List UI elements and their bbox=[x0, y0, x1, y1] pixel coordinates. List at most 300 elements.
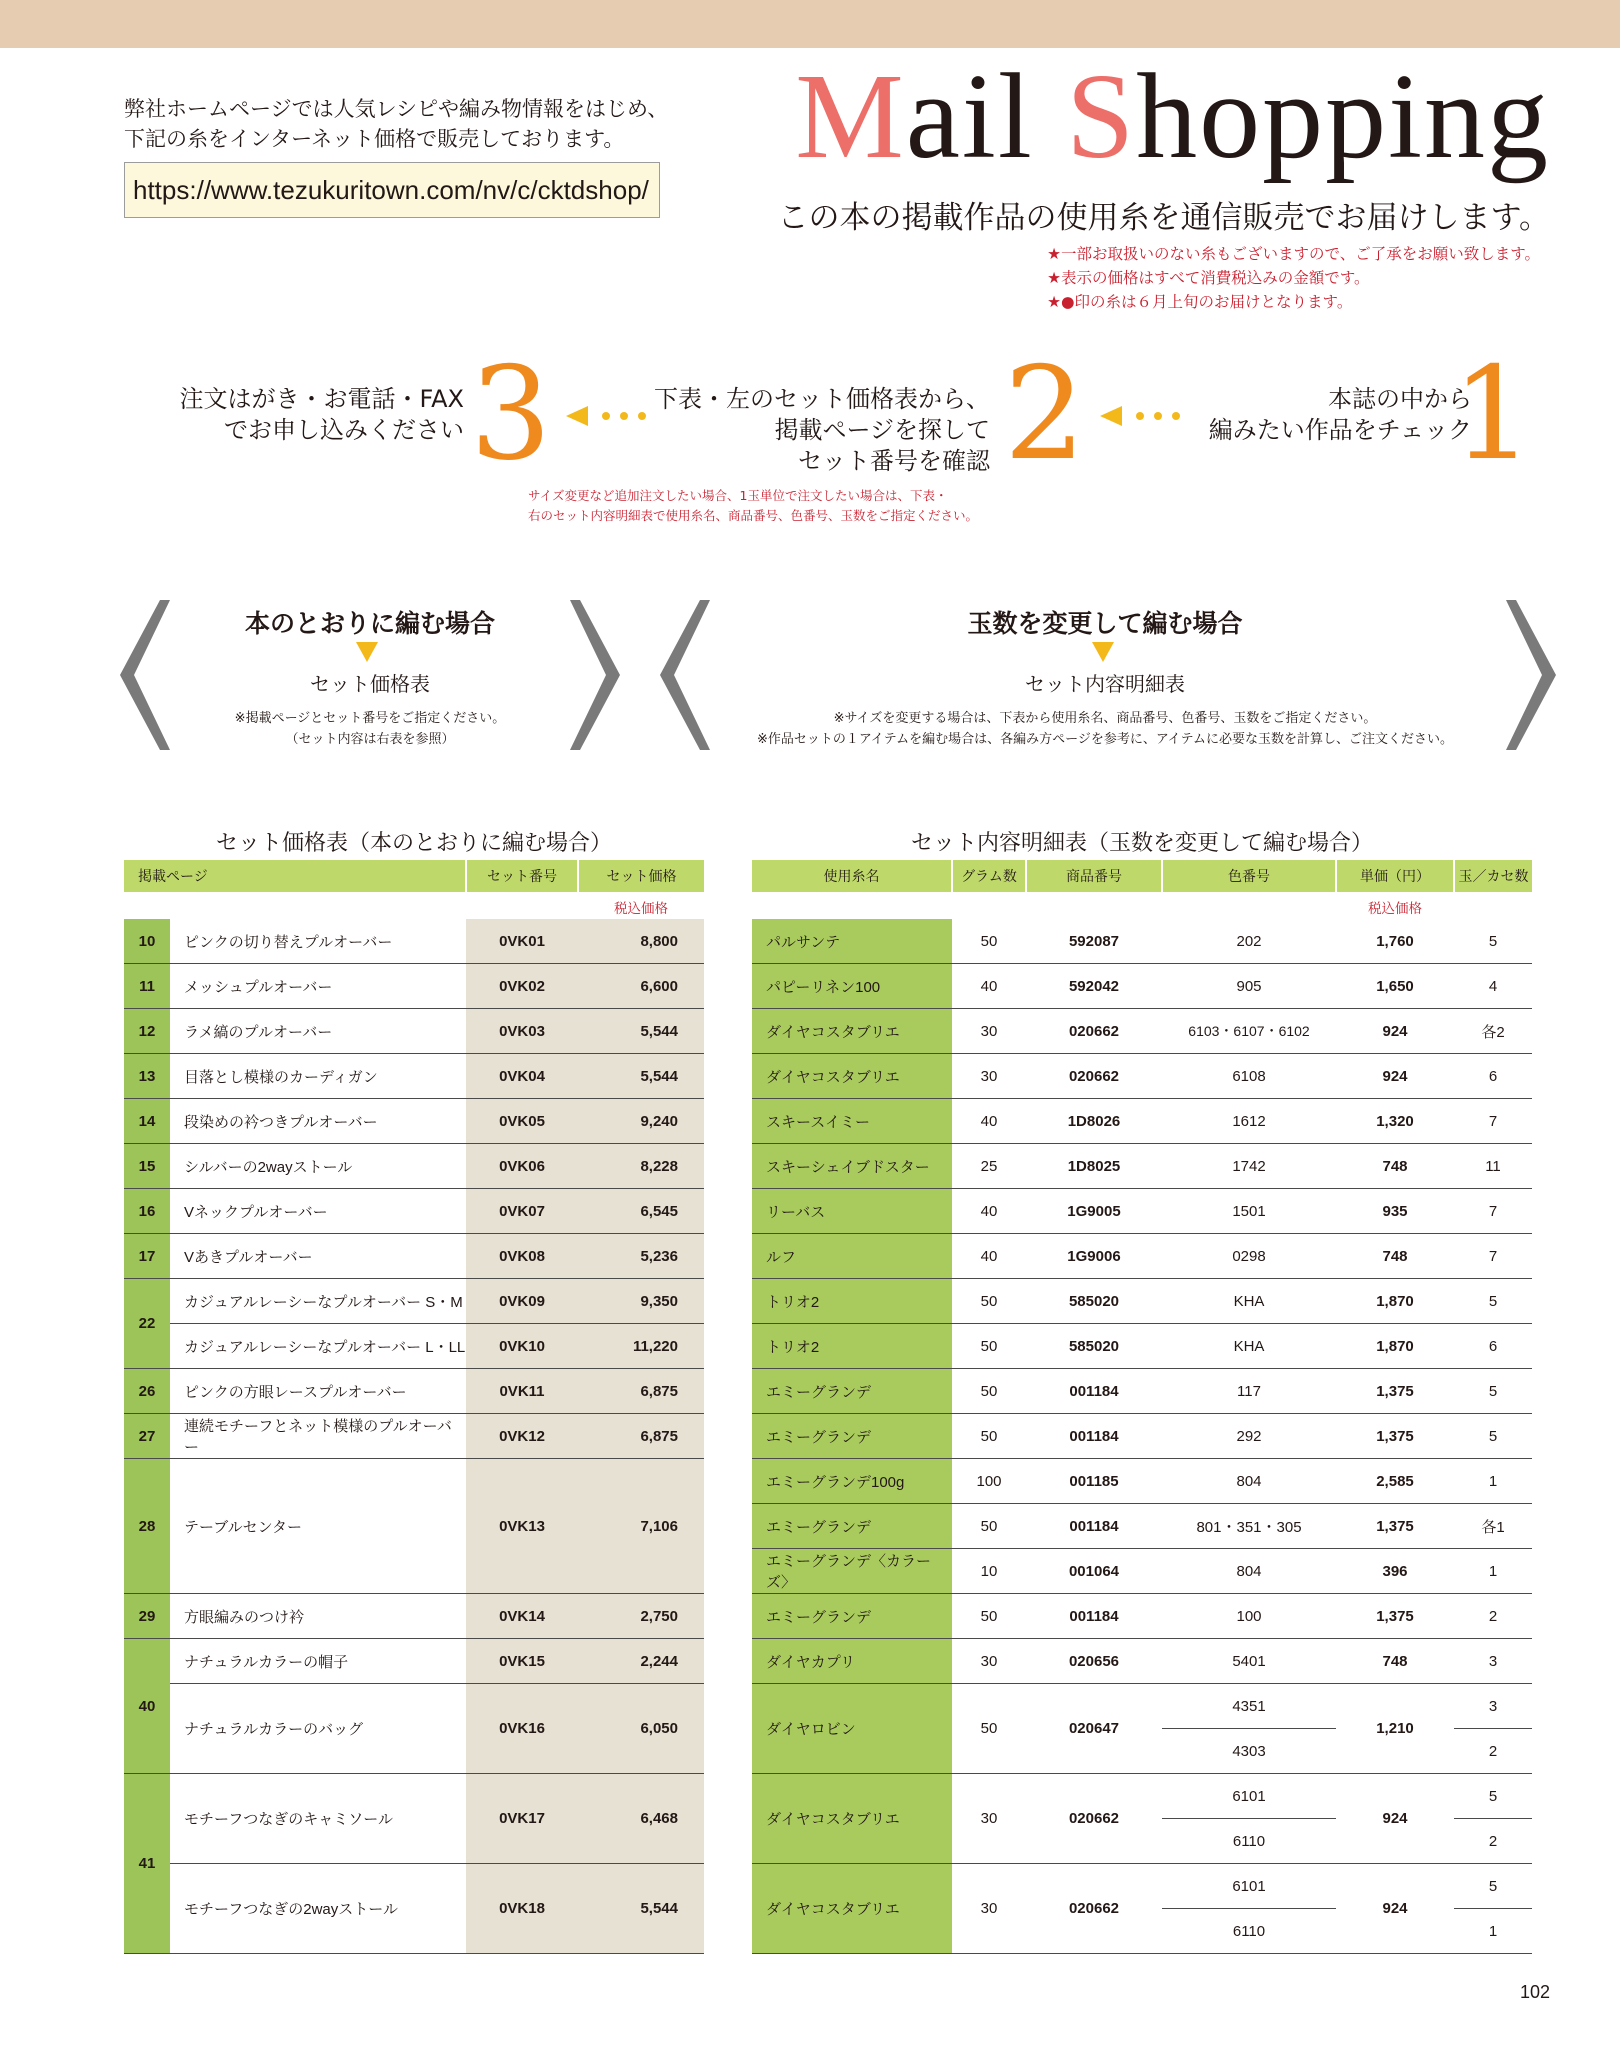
page-number-cell: 15 bbox=[124, 1144, 170, 1189]
table-row bbox=[752, 1234, 1532, 1279]
quantity-cell: 5 bbox=[1454, 1369, 1532, 1414]
step-2-line-1: 下表・左のセット価格表から、 bbox=[654, 385, 990, 413]
color-number-cell: 0298 bbox=[1162, 1234, 1336, 1279]
table-row bbox=[124, 1189, 704, 1234]
step-arrow-1-icon bbox=[1100, 404, 1190, 428]
gram-cell: 50 bbox=[952, 1414, 1026, 1459]
set-code-cell: 0VK08 bbox=[466, 1234, 578, 1279]
page-number: 102 bbox=[1519, 1982, 1550, 2002]
left-case-note bbox=[190, 708, 550, 750]
table-row bbox=[752, 964, 1532, 1009]
unit-price-cell: 935 bbox=[1336, 1189, 1454, 1234]
table-row bbox=[752, 1549, 1532, 1594]
table-row bbox=[752, 1144, 1532, 1189]
item-number-cell: 1D8025 bbox=[1026, 1144, 1162, 1189]
color-number-cell: 905 bbox=[1162, 964, 1336, 1009]
set-code-cell: 0VK06 bbox=[466, 1144, 578, 1189]
item-name-cell: ラメ縞のプルオーバー bbox=[170, 1009, 466, 1054]
gram-cell: 30 bbox=[952, 1864, 1026, 1954]
step-note bbox=[528, 486, 978, 526]
color-number-cell: 6101 bbox=[1162, 1864, 1336, 1909]
quantity-cell: 5 bbox=[1454, 1279, 1532, 1324]
page-number-cell: 41 bbox=[124, 1774, 170, 1954]
note-line-3: ★●印の糸は６月上旬のお届けとなります。 bbox=[1047, 293, 1353, 311]
item-name-cell: Vあきプルオーバー bbox=[170, 1234, 466, 1279]
header-item-number: 商品番号 bbox=[1026, 860, 1162, 893]
yarn-name-cell: エミーグランデ〈カラーズ〉 bbox=[752, 1549, 952, 1594]
right-case-note-1: ※サイズを変更する場合は、下表から使用糸名、商品番号、色番号、玉数をご指定ください。 bbox=[833, 711, 1377, 726]
item-number-cell: 020662 bbox=[1026, 1774, 1162, 1864]
page-number-cell: 22 bbox=[124, 1279, 170, 1369]
item-number-cell: 001184 bbox=[1026, 1594, 1162, 1639]
note-line-2: ★表示の価格はすべて消費税込みの金額です。 bbox=[1047, 269, 1370, 287]
item-name-cell: ピンクの切り替えプルオーバー bbox=[170, 919, 466, 964]
quantity-cell: 各2 bbox=[1454, 1009, 1532, 1054]
step-2-line-2: 掲載ページを探して bbox=[774, 416, 990, 444]
color-number-cell: KHA bbox=[1162, 1324, 1336, 1369]
set-code-cell: 0VK17 bbox=[466, 1774, 578, 1864]
color-number-cell: 6108 bbox=[1162, 1054, 1336, 1099]
set-price-cell: 11,220 bbox=[578, 1324, 704, 1369]
header-page: 掲載ページ bbox=[124, 860, 466, 893]
table-row bbox=[752, 1774, 1532, 1819]
set-price-cell: 2,750 bbox=[578, 1594, 704, 1639]
quantity-cell: 1 bbox=[1454, 1909, 1532, 1954]
yarn-name-cell: ダイヤコスタブリエ bbox=[752, 1054, 952, 1099]
table-row bbox=[752, 1414, 1532, 1459]
right-case-sub: セット内容明細表 bbox=[1025, 672, 1185, 696]
right-case-title: 玉数を変更して編む場合 bbox=[967, 609, 1243, 638]
set-code-cell: 0VK10 bbox=[466, 1324, 578, 1369]
set-code-cell: 0VK11 bbox=[466, 1369, 578, 1414]
step-arrow-2-icon bbox=[566, 404, 656, 428]
set-price-cell: 2,244 bbox=[578, 1639, 704, 1684]
price-tax-row bbox=[124, 893, 704, 919]
step-note-line-1: サイズ変更など追加注文したい場合、1玉単位で注文したい場合は、下表・ bbox=[528, 488, 948, 503]
table-row bbox=[124, 1009, 704, 1054]
set-price-cell: 9,350 bbox=[578, 1279, 704, 1324]
yarn-name-cell: ダイヤコスタブリエ bbox=[752, 1864, 952, 1954]
item-number-cell: 020647 bbox=[1026, 1684, 1162, 1774]
color-number-cell: 292 bbox=[1162, 1414, 1336, 1459]
price-table-header bbox=[124, 860, 704, 893]
table-row bbox=[752, 1099, 1532, 1144]
set-code-cell: 0VK03 bbox=[466, 1009, 578, 1054]
quantity-cell: 11 bbox=[1454, 1144, 1532, 1189]
item-name-cell: ナチュラルカラーの帽子 bbox=[170, 1639, 466, 1684]
item-number-cell: 1G9006 bbox=[1026, 1234, 1162, 1279]
color-number-cell: 1612 bbox=[1162, 1099, 1336, 1144]
step-1-line-2: 編みたい作品をチェック bbox=[1208, 416, 1472, 444]
unit-price-cell: 396 bbox=[1336, 1549, 1454, 1594]
unit-price-cell: 924 bbox=[1336, 1054, 1454, 1099]
yarn-name-cell: トリオ2 bbox=[752, 1279, 952, 1324]
set-price-cell: 5,544 bbox=[578, 1054, 704, 1099]
table-row bbox=[752, 1684, 1532, 1729]
table-row bbox=[124, 964, 704, 1009]
item-number-cell: 585020 bbox=[1026, 1279, 1162, 1324]
table-row bbox=[752, 1324, 1532, 1369]
intro-line-1: 弊社ホームページでは人気レシピや編み物情報をはじめ、 bbox=[124, 97, 669, 121]
yarn-name-cell: ダイヤコスタブリエ bbox=[752, 1774, 952, 1864]
item-number-cell: 001184 bbox=[1026, 1414, 1162, 1459]
item-name-cell: Vネックプルオーバー bbox=[170, 1189, 466, 1234]
table-row bbox=[752, 1459, 1532, 1504]
detail-table bbox=[752, 860, 1532, 1954]
item-name-cell: モチーフつなぎの2wayストール bbox=[170, 1864, 466, 1954]
table-row bbox=[124, 1639, 704, 1684]
item-name-cell: ピンクの方眼レースプルオーバー bbox=[170, 1369, 466, 1414]
unit-price-cell: 1,870 bbox=[1336, 1279, 1454, 1324]
set-code-cell: 0VK14 bbox=[466, 1594, 578, 1639]
gram-cell: 50 bbox=[952, 1594, 1026, 1639]
yarn-name-cell: スキーシェイブドスター bbox=[752, 1144, 952, 1189]
table-row bbox=[124, 1459, 704, 1594]
set-price-cell: 6,600 bbox=[578, 964, 704, 1009]
color-number-cell: 6101 bbox=[1162, 1774, 1336, 1819]
title-hopping: hopping bbox=[1136, 49, 1550, 184]
yarn-name-cell: ルフ bbox=[752, 1234, 952, 1279]
table-row bbox=[752, 1864, 1532, 1909]
right-case-open-bracket-icon bbox=[660, 600, 720, 750]
set-code-cell: 0VK05 bbox=[466, 1099, 578, 1144]
color-number-cell: 801・351・305 bbox=[1162, 1504, 1336, 1549]
unit-price-cell: 1,320 bbox=[1336, 1099, 1454, 1144]
unit-price-cell: 924 bbox=[1336, 1864, 1454, 1954]
detail-tax-label: 税込価格 bbox=[1368, 900, 1422, 916]
table-row bbox=[752, 1279, 1532, 1324]
step-3-text bbox=[180, 384, 464, 446]
unit-price-cell: 924 bbox=[1336, 1009, 1454, 1054]
table-row bbox=[752, 1009, 1532, 1054]
item-name-cell: テーブルセンター bbox=[170, 1459, 466, 1594]
quantity-cell: 3 bbox=[1454, 1639, 1532, 1684]
unit-price-cell: 2,585 bbox=[1336, 1459, 1454, 1504]
set-code-cell: 0VK16 bbox=[466, 1684, 578, 1774]
gram-cell: 30 bbox=[952, 1054, 1026, 1099]
yarn-name-cell: ダイヤカプリ bbox=[752, 1639, 952, 1684]
yarn-name-cell: トリオ2 bbox=[752, 1324, 952, 1369]
page-subtitle: この本の掲載作品の使用糸を通信販売でお届けします。 bbox=[777, 200, 1550, 236]
right-case-note-2: ※作品セットの１アイテムを編む場合は、各編み方ページを参考に、アイテムに必要な玉数を計算し、ご注文ください。 bbox=[757, 732, 1453, 747]
header-notes bbox=[1047, 242, 1540, 314]
item-number-cell: 1D8026 bbox=[1026, 1099, 1162, 1144]
set-price-cell: 6,545 bbox=[578, 1189, 704, 1234]
left-case-note-1: ※掲載ページとセット番号をご指定ください。 bbox=[234, 711, 506, 726]
set-price-cell: 8,228 bbox=[578, 1144, 704, 1189]
table-row bbox=[124, 1684, 704, 1774]
item-name-cell: カジュアルレーシーなプルオーバー S・M bbox=[170, 1279, 466, 1324]
quantity-cell: 各1 bbox=[1454, 1504, 1532, 1549]
set-price-cell: 6,875 bbox=[578, 1369, 704, 1414]
step-1-text bbox=[1209, 384, 1472, 446]
item-number-cell: 001184 bbox=[1026, 1369, 1162, 1414]
page-number-cell: 13 bbox=[124, 1054, 170, 1099]
set-code-cell: 0VK01 bbox=[466, 919, 578, 964]
right-case-arrow-icon bbox=[1092, 642, 1114, 662]
set-price-cell: 9,240 bbox=[578, 1099, 704, 1144]
gram-cell: 50 bbox=[952, 919, 1026, 964]
item-number-cell: 001064 bbox=[1026, 1549, 1162, 1594]
quantity-cell: 6 bbox=[1454, 1054, 1532, 1099]
header-unit-price: 単価（円） bbox=[1336, 860, 1454, 893]
yarn-name-cell: エミーグランデ bbox=[752, 1414, 952, 1459]
page-number-cell: 16 bbox=[124, 1189, 170, 1234]
gram-cell: 50 bbox=[952, 1684, 1026, 1774]
step-1-line-1: 本誌の中から bbox=[1328, 385, 1472, 413]
table-row bbox=[124, 1324, 704, 1369]
yarn-name-cell: ダイヤコスタブリエ bbox=[752, 1009, 952, 1054]
left-case-close-bracket-icon bbox=[560, 600, 620, 750]
page-title bbox=[795, 49, 1550, 184]
item-number-cell: 001184 bbox=[1026, 1504, 1162, 1549]
page-number-cell: 40 bbox=[124, 1639, 170, 1774]
gram-cell: 50 bbox=[952, 1504, 1026, 1549]
gram-cell: 40 bbox=[952, 1234, 1026, 1279]
table-row bbox=[752, 1639, 1532, 1684]
table-row bbox=[124, 1414, 704, 1459]
item-name-cell: 段染めの衿つきプルオーバー bbox=[170, 1099, 466, 1144]
gram-cell: 50 bbox=[952, 1279, 1026, 1324]
step-3-line-2: でお申し込みください bbox=[224, 416, 464, 444]
left-case-arrow-icon bbox=[356, 642, 378, 662]
gram-cell: 40 bbox=[952, 1189, 1026, 1234]
unit-price-cell: 1,870 bbox=[1336, 1324, 1454, 1369]
page-number-cell: 26 bbox=[124, 1369, 170, 1414]
unit-price-cell: 1,760 bbox=[1336, 919, 1454, 964]
item-number-cell: 020656 bbox=[1026, 1639, 1162, 1684]
unit-price-cell: 1,375 bbox=[1336, 1504, 1454, 1549]
item-number-cell: 020662 bbox=[1026, 1864, 1162, 1954]
set-code-cell: 0VK04 bbox=[466, 1054, 578, 1099]
yarn-name-cell: パピーリネン100 bbox=[752, 964, 952, 1009]
set-price-cell: 5,544 bbox=[578, 1864, 704, 1954]
quantity-cell: 7 bbox=[1454, 1099, 1532, 1144]
page-number-cell: 12 bbox=[124, 1009, 170, 1054]
yarn-name-cell: エミーグランデ bbox=[752, 1369, 952, 1414]
yarn-name-cell: エミーグランデ bbox=[752, 1504, 952, 1549]
color-number-cell: 1501 bbox=[1162, 1189, 1336, 1234]
page-number-cell: 17 bbox=[124, 1234, 170, 1279]
step-2-text bbox=[654, 384, 990, 477]
quantity-cell: 5 bbox=[1454, 919, 1532, 964]
color-number-cell: 4351 bbox=[1162, 1684, 1336, 1729]
quantity-cell: 2 bbox=[1454, 1594, 1532, 1639]
color-number-cell: 6110 bbox=[1162, 1909, 1336, 1954]
quantity-cell: 2 bbox=[1454, 1729, 1532, 1774]
table-row bbox=[752, 1504, 1532, 1549]
quantity-cell: 5 bbox=[1454, 1414, 1532, 1459]
page-number-cell: 28 bbox=[124, 1459, 170, 1594]
yarn-name-cell: エミーグランデ100g bbox=[752, 1459, 952, 1504]
title-ail: ail bbox=[905, 49, 1067, 184]
set-code-cell: 0VK15 bbox=[466, 1639, 578, 1684]
table-row bbox=[124, 1234, 704, 1279]
header-set-price: セット価格 bbox=[578, 860, 704, 893]
set-code-cell: 0VK09 bbox=[466, 1279, 578, 1324]
color-number-cell: 6110 bbox=[1162, 1819, 1336, 1864]
set-code-cell: 0VK02 bbox=[466, 964, 578, 1009]
quantity-cell: 2 bbox=[1454, 1819, 1532, 1864]
unit-price-cell: 1,375 bbox=[1336, 1369, 1454, 1414]
quantity-cell: 1 bbox=[1454, 1549, 1532, 1594]
yarn-name-cell: パルサンテ bbox=[752, 919, 952, 964]
gram-cell: 50 bbox=[952, 1324, 1026, 1369]
color-number-cell: 6103・6107・6102 bbox=[1162, 1009, 1336, 1054]
quantity-cell: 6 bbox=[1454, 1324, 1532, 1369]
yarn-name-cell: エミーグランデ bbox=[752, 1594, 952, 1639]
table-row bbox=[752, 1594, 1532, 1639]
color-number-cell: KHA bbox=[1162, 1279, 1336, 1324]
item-name-cell: ナチュラルカラーのバッグ bbox=[170, 1684, 466, 1774]
right-case-close-bracket-icon bbox=[1496, 600, 1556, 750]
step-2-line-3: セット番号を確認 bbox=[798, 447, 990, 475]
color-number-cell: 5401 bbox=[1162, 1639, 1336, 1684]
item-number-cell: 592042 bbox=[1026, 964, 1162, 1009]
item-name-cell: メッシュプルオーバー bbox=[170, 964, 466, 1009]
set-code-cell: 0VK12 bbox=[466, 1414, 578, 1459]
quantity-cell: 7 bbox=[1454, 1189, 1532, 1234]
gram-cell: 25 bbox=[952, 1144, 1026, 1189]
unit-price-cell: 1,375 bbox=[1336, 1414, 1454, 1459]
detail-table-title: セット内容明細表（玉数を変更して編む場合） bbox=[910, 831, 1373, 856]
header-set-number: セット番号 bbox=[466, 860, 578, 893]
price-table-title: セット価格表（本のとおりに編む場合） bbox=[215, 831, 612, 856]
unit-price-cell: 1,375 bbox=[1336, 1594, 1454, 1639]
page-number-cell: 29 bbox=[124, 1594, 170, 1639]
item-name-cell: 連続モチーフとネット模様のプルオーバー bbox=[170, 1414, 466, 1459]
header-quantity: 玉／カセ数 bbox=[1454, 860, 1532, 893]
price-table bbox=[124, 860, 704, 1954]
item-number-cell: 1G9005 bbox=[1026, 1189, 1162, 1234]
unit-price-cell: 1,210 bbox=[1336, 1684, 1454, 1774]
gram-cell: 40 bbox=[952, 1099, 1026, 1144]
intro-line-2: 下記の糸をインターネット価格で販売しております。 bbox=[124, 127, 625, 151]
color-number-cell: 804 bbox=[1162, 1549, 1336, 1594]
gram-cell: 100 bbox=[952, 1459, 1026, 1504]
table-row bbox=[124, 1054, 704, 1099]
item-name-cell: シルバーの2wayストール bbox=[170, 1144, 466, 1189]
left-case-note-2: （セット内容は右表を参照） bbox=[285, 732, 455, 747]
shop-url[interactable]: https://www.tezukuritown.com/nv/c/cktdshop/ bbox=[124, 162, 660, 218]
set-price-cell: 6,875 bbox=[578, 1414, 704, 1459]
set-price-cell: 5,236 bbox=[578, 1234, 704, 1279]
unit-price-cell: 748 bbox=[1336, 1639, 1454, 1684]
left-case-open-bracket-icon bbox=[120, 600, 180, 750]
title-cap-m: M bbox=[795, 49, 906, 184]
left-case-title: 本のとおりに編む場合 bbox=[244, 609, 495, 638]
item-name-cell: 方眼編みのつけ衿 bbox=[170, 1594, 466, 1639]
quantity-cell: 4 bbox=[1454, 964, 1532, 1009]
table-row bbox=[752, 1054, 1532, 1099]
table-row bbox=[124, 1369, 704, 1414]
item-number-cell: 001185 bbox=[1026, 1459, 1162, 1504]
quantity-cell: 5 bbox=[1454, 1774, 1532, 1819]
color-number-cell: 117 bbox=[1162, 1369, 1336, 1414]
gram-cell: 10 bbox=[952, 1549, 1026, 1594]
detail-tax-row bbox=[752, 893, 1532, 919]
set-code-cell: 0VK13 bbox=[466, 1459, 578, 1594]
color-number-cell: 1742 bbox=[1162, 1144, 1336, 1189]
intro-text bbox=[124, 94, 668, 154]
unit-price-cell: 924 bbox=[1336, 1774, 1454, 1864]
set-price-cell: 6,050 bbox=[578, 1684, 704, 1774]
gram-cell: 30 bbox=[952, 1774, 1026, 1864]
table-row bbox=[752, 919, 1532, 964]
header-grams: グラム数 bbox=[952, 860, 1026, 893]
item-number-cell: 020662 bbox=[1026, 1054, 1162, 1099]
yarn-name-cell: ダイヤロビン bbox=[752, 1684, 952, 1774]
header-yarn-name: 使用糸名 bbox=[752, 860, 952, 893]
table-row bbox=[124, 1594, 704, 1639]
header-color-number: 色番号 bbox=[1162, 860, 1336, 893]
unit-price-cell: 1,650 bbox=[1336, 964, 1454, 1009]
set-code-cell: 0VK18 bbox=[466, 1864, 578, 1954]
item-name-cell: カジュアルレーシーなプルオーバー L・LL bbox=[170, 1324, 466, 1369]
gram-cell: 40 bbox=[952, 964, 1026, 1009]
step-1-number: 1 bbox=[1452, 340, 1534, 489]
table-row bbox=[124, 919, 704, 964]
page-number-cell: 11 bbox=[124, 964, 170, 1009]
item-name-cell: モチーフつなぎのキャミソール bbox=[170, 1774, 466, 1864]
step-3-line-1: 注文はがき・お電話・FAX bbox=[179, 385, 464, 413]
gram-cell: 30 bbox=[952, 1009, 1026, 1054]
quantity-cell: 3 bbox=[1454, 1684, 1532, 1729]
left-case-sub: セット価格表 bbox=[310, 672, 430, 696]
table-row bbox=[124, 1279, 704, 1324]
gram-cell: 50 bbox=[952, 1369, 1026, 1414]
page-number-cell: 14 bbox=[124, 1099, 170, 1144]
set-code-cell: 0VK07 bbox=[466, 1189, 578, 1234]
color-number-cell: 804 bbox=[1162, 1459, 1336, 1504]
unit-price-cell: 748 bbox=[1336, 1144, 1454, 1189]
set-price-cell: 6,468 bbox=[578, 1774, 704, 1864]
item-number-cell: 585020 bbox=[1026, 1324, 1162, 1369]
table-row bbox=[124, 1099, 704, 1144]
right-case-note bbox=[720, 708, 1490, 750]
color-number-cell: 100 bbox=[1162, 1594, 1336, 1639]
unit-price-cell: 748 bbox=[1336, 1234, 1454, 1279]
detail-table-header bbox=[752, 860, 1532, 893]
note-line-1: ★一部お取扱いのない糸もございますので、ご了承をお願い致します。 bbox=[1047, 245, 1540, 263]
page-number-cell: 27 bbox=[124, 1414, 170, 1459]
price-tax-label: 税込価格 bbox=[614, 900, 668, 916]
quantity-cell: 1 bbox=[1454, 1459, 1532, 1504]
color-number-cell: 4303 bbox=[1162, 1729, 1336, 1774]
table-row bbox=[752, 1189, 1532, 1234]
title-cap-s: S bbox=[1066, 49, 1137, 184]
page-number-cell: 10 bbox=[124, 919, 170, 964]
quantity-cell: 5 bbox=[1454, 1864, 1532, 1909]
yarn-name-cell: スキースイミー bbox=[752, 1099, 952, 1144]
quantity-cell: 7 bbox=[1454, 1234, 1532, 1279]
set-price-cell: 8,800 bbox=[578, 919, 704, 964]
color-number-cell: 202 bbox=[1162, 919, 1336, 964]
table-row bbox=[124, 1144, 704, 1189]
step-3-number: 3 bbox=[470, 340, 552, 489]
item-number-cell: 592087 bbox=[1026, 919, 1162, 964]
gram-cell: 30 bbox=[952, 1639, 1026, 1684]
table-row bbox=[752, 1369, 1532, 1414]
item-name-cell: 目落とし模様のカーディガン bbox=[170, 1054, 466, 1099]
set-price-cell: 5,544 bbox=[578, 1009, 704, 1054]
item-number-cell: 020662 bbox=[1026, 1009, 1162, 1054]
table-row bbox=[124, 1864, 704, 1954]
table-row bbox=[124, 1774, 704, 1864]
top-color-band bbox=[0, 0, 1620, 48]
step-2-number: 2 bbox=[1004, 340, 1086, 489]
yarn-name-cell: リーバス bbox=[752, 1189, 952, 1234]
